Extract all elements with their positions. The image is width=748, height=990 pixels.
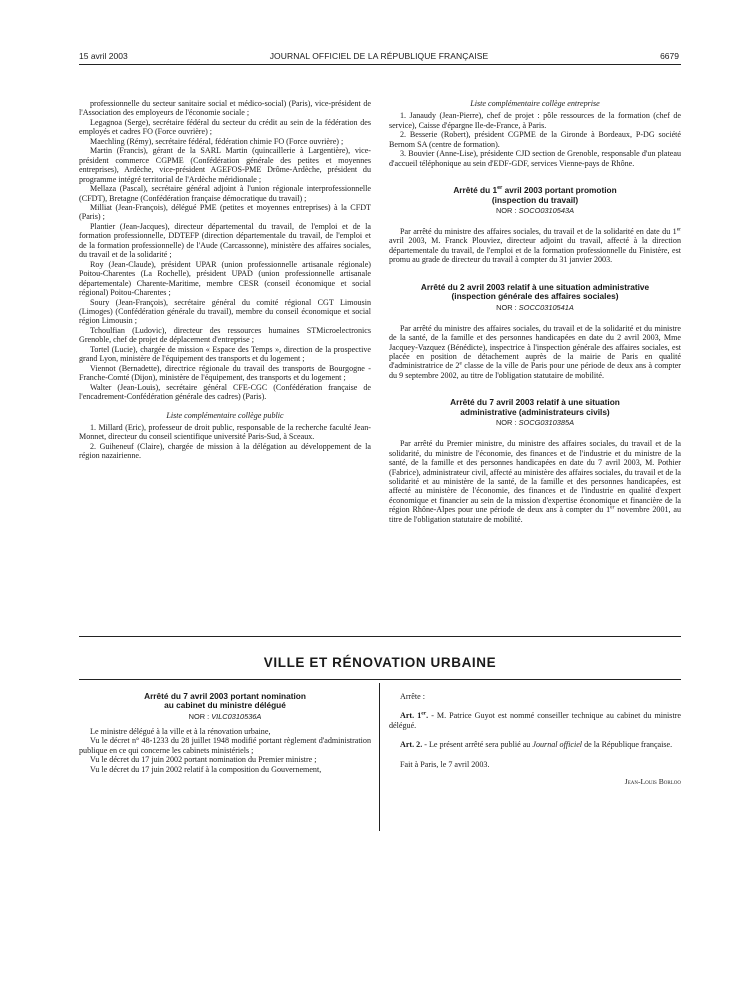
place-date: Fait à Paris, le 7 avril 2003. [400,759,490,769]
arrete1-body: Par arrêté du ministre des affaires sociales, du travail et de la solidarité en date du 1er avril 2003, M. Franck Plouviez, directeur adjoint du travail, affecté à la direction départementale du travail, de l'emploi et de la formation professionnelle du Finistère, est promu au grade de directeur du travail à compter du 31 janvier 2003. [389,226,681,265]
left-column [79,99,371,461]
list-item: Walter (Jean-Louis), secrétaire général CFE-CGC (Confédération française de l'encadrement-Confédération générale des cadres) (Paris). [79,382,371,402]
section-title-rule [79,679,681,680]
arrete1-title: Arrêté du 1er avril 2003 portant promotion [453,185,617,196]
list-item: Vu le décret du 17 juin 2002 portant nomination du Premier ministre ; [90,755,317,765]
list-item: professionnelle du secteur sanitaire social et médico-social) (Paris), vice-président de l'Association des employeurs de l'économie sociale ; [79,99,371,118]
list-item: Roy (Jean-Claude), président UPAR (union professionnelle artisanale régionale) Poitou-Charentes (La Rochelle), président UPAD (union professionnelle artisanale départementale) Charente-Maritime, membre CESR (conseil économique et social régional) Poitou-Charentes ; [79,259,371,298]
issue-date: 15 avril 2003 [79,51,128,61]
nomination-nor: NOR : VILC0310536A [188,711,262,721]
article-2: Art. 2. - Le présent arrêté sera publié au Journal officiel de la République française. [400,740,673,750]
list-item: Vu le décret n° 48-1233 du 28 juillet 1948 modifié portant règlement d'administration publique en ce qui concerne les cabinets ministériels ; [79,736,371,755]
public-list-title: Liste complémentaire collège public [166,410,284,420]
list-item: 3. Bouvier (Anne-Lise), présidente CJD section de Grenoble, responsable d'un plateau d'accueil téléphonique au sein d'EDF-GDF, services Vienne-pays de Rhône. [389,149,681,168]
list-item: Vu le décret du 17 juin 2002 relatif à la composition du Gouvernement, [90,764,322,774]
enterprise-list [389,111,681,168]
page-header [79,51,679,63]
list-item: 2. Besserie (Robert), président CGPME de la Gironde à Bordeaux, P-DG société Bernom SA (centre de formation). [389,130,681,149]
column-divider [379,683,380,831]
list-item: 2. Guiheneuf (Claire), chargée de mission à la délégation au développement de la région nazairienne. [79,441,371,461]
arrete3-subtitle: administrative (administrateurs civils) [460,406,610,417]
list-item: Maechling (Rémy), secrétaire fédéral, fédération chimie FO (Force ouvrière) ; [90,136,344,146]
list-item: Mellaza (Pascal), secrétaire général adjoint à l'union régionale interprofessionnelle (CFDT), Bretagne (Confédération française démocratique du travail) ; [79,184,371,203]
list-item: 1. Millard (Eric), professeur de droit public, responsable de la recherche faculté Jean-Monnet, directeur du conseil scientifique université Paris-Sud, à Sceaux. [79,422,371,442]
nomination-title: Arrêté du 7 avril 2003 portant nomination [144,691,306,701]
section-title: VILLE ET RÉNOVATION URBAINE [263,655,497,670]
arrete2-body: Par arrêté du ministre des affaires sociales, du travail et de la solidarité et du ministre de la santé, de la famille et des personnes handicapées en date du 2 avril 2003, Mme Jacquey-Vazquez (Bénédicte), inspectrice à l'inspection générale des affaires sociales, est placée en position de détachement auprès de la mairie de Paris en qualité d'administratrice de 2e classe de la ville de Paris pour une période de deux ans à compter du 9 septembre 2002, au titre de l'obligation statutaire de mobilité. [389,323,681,380]
page-number: 6679 [660,51,679,61]
arrete3-body: Par arrêté du Premier ministre, du ministre des affaires sociales, du travail et de la solidarité, du ministre de l'économie, des finances et de l'industrie et du ministre de la santé, de la famille et des personnes handicapées en date du 7 avril 2003, M. Pothier (Fabrice), administrateur civil, affecté au ministère des affaires sociales, du travail et de la solidarité et au ministère de la santé, de la famille et des personnes handicapées, est affecté au ministère de l'économie, des finances et de l'industrie en qualité d'expert économique et financier au sein de la mission d'expertise économique et financière de la région Rhône-Alpes pour une période de deux ans à compter du 1er novembre 2001, au titre de l'obligation statutaire de mobilité. [389,439,681,524]
arrete1-nor: NOR : SOCO0310543A [495,205,575,215]
list-item: Milliat (Jean-François), délégué PME (petites et moyennes entreprises) à la CFDT (Paris) ; [79,202,371,222]
arrete3-nor: NOR : SOCG0310385A [495,418,575,428]
journal-title: JOURNAL OFFICIEL DE LA RÉPUBLIQUE FRANÇAISE [269,51,489,61]
list-item: Martin (Francis), gérant de la SARL Martin (quincaillerie à Largentière), vice-président commerce CGPME (Confédération générale des petites et moyennes entreprises), Ardèche, vice-président AGEFOS-PME Drôme-Ardèche, président du programme intégré territorial de l'Ardèche méridionale ; [79,146,371,184]
public-list [79,423,371,461]
nomination-decree [79,692,371,774]
enterprise-list-title: Liste complémentaire collège entreprise [470,99,600,108]
visa-list [79,727,371,774]
arrete3-title: Arrêté du 7 avril 2003 relatif à une situation [450,397,620,408]
list-item: Tortel (Lucie), chargée de mission « Espace des Temps », direction de la prospective grand Lyon, ministère de l'équipement des transports et du logement ; [79,344,371,364]
right-column [389,99,681,524]
signature: Jean-Louis Borloo [624,777,681,787]
member-list [79,99,371,402]
list-item: 1. Janaudy (Jean-Pierre), chef de projet : pôle ressources de la formation (chef de service), Caisse d'épargne Ile-de-France, à Paris. [389,111,681,130]
decree-articles [389,692,681,787]
article-1: Art. 1er. - M. Patrice Guyot est nommé conseiller technique au cabinet du ministre délégué. [389,710,681,730]
list-item: Legagnoa (Serge), secrétaire fédéral du secteur du crédit au sein de la fédération des employés et cadres FO (Force ouvrière) ; [79,117,371,137]
arrete-word: Arrête : [400,692,425,701]
nomination-subtitle: au cabinet du ministre délégué [164,700,286,711]
section-rule [79,636,681,637]
arrete2-subtitle: (inspection générale des affaires sociales) [451,291,619,302]
arrete2-title: Arrêté du 2 avril 2003 relatif à une situation administrative [420,281,650,292]
arrete1-subtitle: (inspection du travail) [491,194,579,205]
arrete2-nor: NOR : SOCC0310541A [496,302,574,312]
list-item: Plantier (Jean-Jacques), directeur départemental du travail, de l'emploi et de la formation professionnelle, DDTEFP (direction départementale du travail, de l'emploi et de la formation professionnelle) de l'Aude (Carcassonne), ministère des affaires sociales, du travail et de la solidarité ; [79,221,371,260]
list-item: Tchoulfian (Ludovic), directeur des ressources humaines STMicroelectronics Grenoble, chef de projet de déplacement d'entreprise ; [79,325,371,345]
list-item: Soury (Jean-François), secrétaire général du comité régional CGT Limousin (Limoges) (Confédération générale du travail), membre du conseil économique et social région Limousin ; [79,297,371,326]
list-item: Le ministre délégué à la ville et à la rénovation urbaine, [90,726,271,736]
list-item: Viennot (Bernadette), directrice régionale du travail des transports de Bourgogne - Franche-Comté (Dijon), ministère de l'équipement, des transports et du logement ; [79,363,371,383]
header-rule [79,64,681,65]
